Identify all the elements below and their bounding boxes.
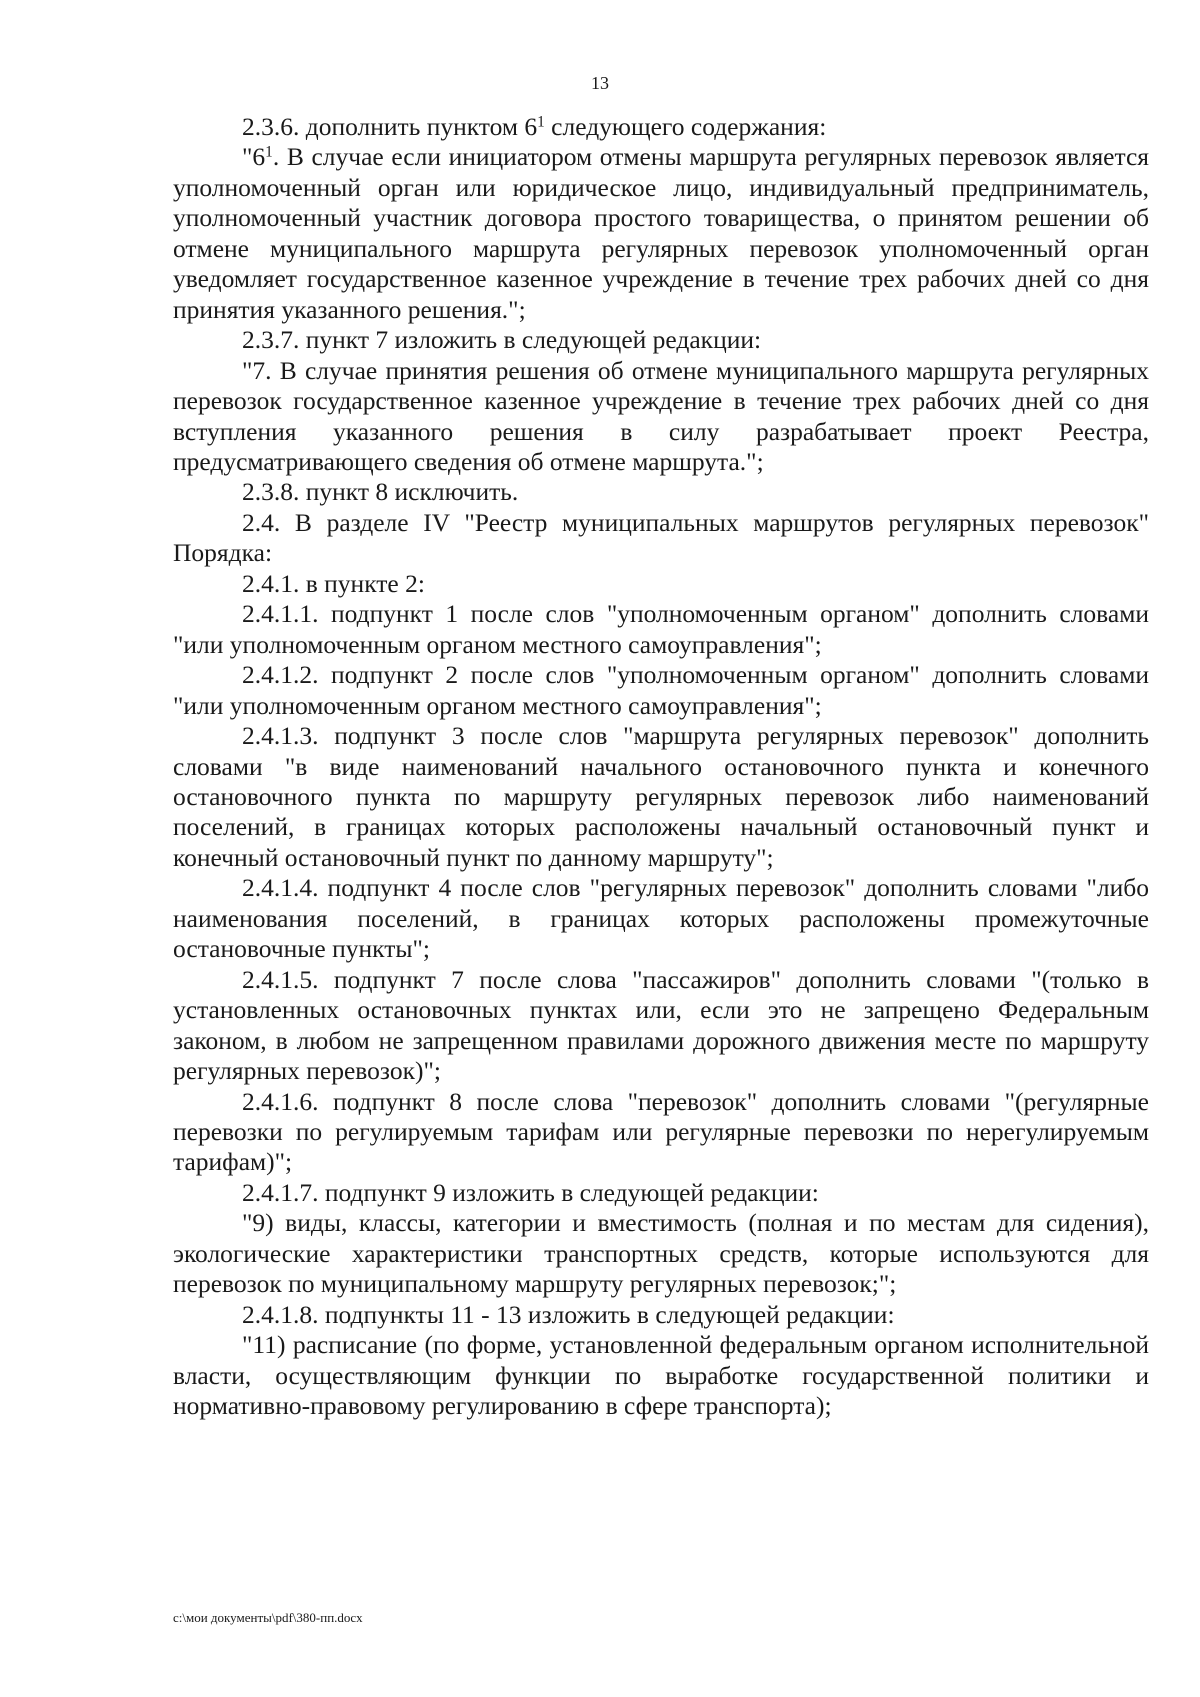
- paragraph-quote-11: "11) расписание (по форме, установленной федеральным органом исполнительной власти, осуществляющим функции по выработке государственной политики и нормативно-правовому регулированию в сфере транспорта);: [173, 1330, 1156, 1421]
- paragraph-2-4-1-8: 2.4.1.8. подпункты 11 - 13 изложить в следующей редакции:: [242, 1299, 895, 1329]
- paragraph-2-3-8: 2.3.8. пункт 8 исключить.: [242, 477, 519, 507]
- paragraph-2-4-1-3: 2.4.1.3. подпункт 3 после слов "маршрута регулярных перевозок" дополнить словами "в виде наименований начального остановочного пункта и конечного остановочного пункта по маршруту регулярных перевозок либо наименований поселений, в границах которых расположены начальный остановочный пункт и конечный остановочный пункт по данному маршруту";: [173, 721, 1156, 872]
- paragraph-quote-9: "9) виды, классы, категории и вместимость (полная и по местам для сидения), экологические характеристики транспортных средств, которые используются для перевозок по муниципальному маршруту регулярных перевозок;";: [173, 1208, 1156, 1299]
- paragraph-quote-7: "7. В случае принятия решения об отмене муниципального маршрута регулярных перевозок государственное казенное учреждение в течение трех рабочих дней со дня вступления указанного решения в силу разрабатывает проект Реестра, предусматривающего сведения об отмене маршрута.";: [173, 355, 1156, 476]
- paragraph-2-4-1-4: 2.4.1.4. подпункт 4 после слов "регулярных перевозок" дополнить словами "либо наименования поселений, в границах которых расположены промежуточные остановочные пункты";: [173, 873, 1156, 964]
- paragraph-2-3-6: 2.3.6. дополнить пунктом $6^1$ следующего содержания:: [242, 112, 827, 141]
- paragraph-2-4-1-7: 2.4.1.7. подпункт 9 изложить в следующей редакции:: [242, 1177, 819, 1207]
- footer-file-path: c:\мои документы\pdf\380-пп.docx: [173, 1610, 363, 1625]
- page-number: 13: [591, 73, 609, 93]
- paragraph-2-4-1-1: 2.4.1.1. подпункт 1 после слов "уполномоченным органом" дополнить словами "или уполномоченным органом местного самоуправления";: [173, 599, 1156, 659]
- document-body: [173, 112, 1156, 1421]
- paragraph-2-4: 2.4. В разделе IV "Реестр муниципальных маршрутов регулярных перевозок" Порядка:: [173, 507, 1156, 568]
- paragraph-2-3-7: 2.3.7. пункт 7 изложить в следующей редакции:: [242, 325, 762, 355]
- paragraph-2-4-1-2: 2.4.1.2. подпункт 2 после слов "уполномоченным органом" дополнить словами "или уполномоченным органом местного самоуправления";: [173, 660, 1156, 720]
- paragraph-2-4-1-5: 2.4.1.5. подпункт 7 после слова "пассажиров" дополнить словами "(только в установленных остановочных пунктах или, если это не запрещено Федеральным законом, в любом не запрещенном правилами дорожного движения месте по маршруту регулярных перевозок)";: [173, 964, 1156, 1086]
- paragraph-quote-6-1: "$6^1$. В случае если инициатором отмены маршрута регулярных перевозок является уполномоченный орган или юридическое лицо, индивидуальный предприниматель, уполномоченный участник договора простого товарищества, о принятом решении об отмене муниципального маршрута регулярных перевозок уполномоченный орган уведомляет государственное казенное учреждение в течение трех рабочих дней со дня принятия указанного решения.";: [173, 142, 1156, 324]
- paragraph-2-4-1-6: 2.4.1.6. подпункт 8 после слова "перевозок" дополнить словами "(регулярные перевозки по регулируемым тарифам или регулярные перевозки по нерегулируемым тарифам)";: [173, 1086, 1156, 1177]
- paragraph-2-4-1: 2.4.1. в пункте 2:: [242, 568, 425, 598]
